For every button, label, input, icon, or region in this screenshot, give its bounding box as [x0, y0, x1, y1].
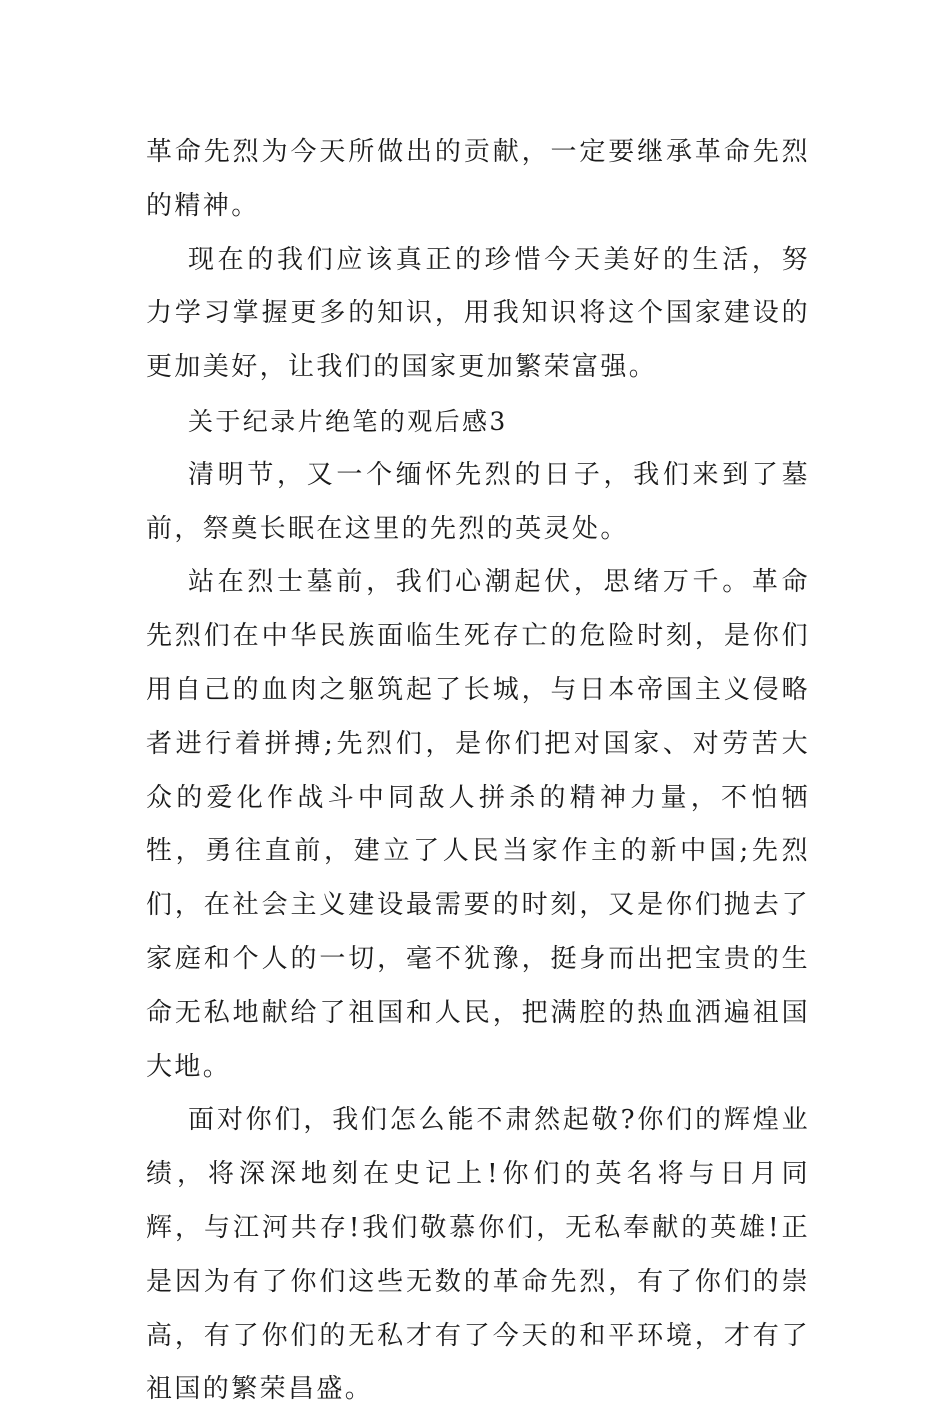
- paragraph-4: 站在烈士墓前，我们心潮起伏，思绪万千。革命先烈们在中华民族面临生死存亡的危险时刻，是你们用自己的血肉之躯筑起了长城，与日本帝国主义侵略者进行着拼搏;先烈们，是你们把对国家、对劳苦大众的爱化作战斗中同敌人拼杀的精神力量，不怕牺牲，勇往直前，建立了人民当家作主的新中国;先烈们，在社会主义建设最需要的时刻，又是你们抛去了家庭和个人的一切，毫不犹豫，挺身而出把宝贵的生命无私地献给了祖国和人民，把满腔的热血洒遍祖国大地。: [146, 567, 810, 1082]
- paragraph-3: 清明节，又一个缅怀先烈的日子，我们来到了墓前，祭奠长眠在这里的先烈的英灵处。: [146, 459, 810, 544]
- paragraph-1: 革命先烈为今天所做出的贡献，一定要继承革命先烈的精神。: [146, 137, 810, 221]
- section-heading: 关于纪录片绝笔的观后感3: [188, 406, 508, 436]
- paragraph-2: 现在的我们应该真正的珍惜今天美好的生活，努力学习掌握更多的知识，用我知识将这个国家建设的更加美好，让我们的国家更加繁荣富强。: [146, 244, 810, 383]
- document-page: [146, 126, 810, 1417]
- paragraph-5: 面对你们，我们怎么能不肃然起敬?你们的辉煌业绩，将深深地刻在史记上!你们的英名将与日月同辉，与江河共存!我们敬慕你们，无私奉献的英雄!正是因为有了你们这些无数的革命先烈，有了你们的崇高，有了你们的无私才有了今天的和平环境，才有了祖国的繁荣昌盛。: [146, 1105, 810, 1405]
